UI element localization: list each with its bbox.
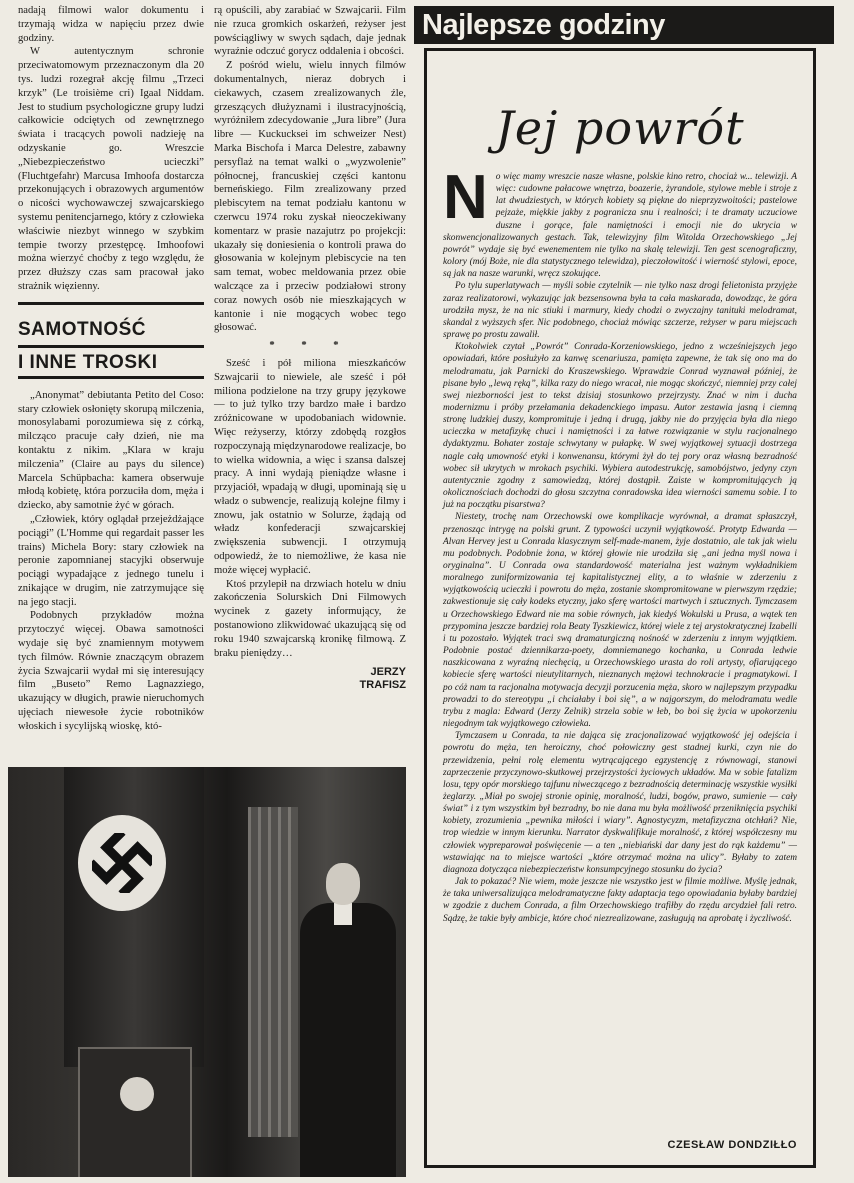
feature-title: Jej powrót: [495, 101, 745, 155]
section-separator: * * *: [269, 340, 351, 352]
paragraph: Niestety, trochę nam Orzechowski owe komplikacje wyrównał, a dramat spłaszczył, przenosząc intrygę na polski grunt. Z typowości uczynił wyjątkowość. Protytp Edwarda — Alvan Hervey jest u Conrada klasycznym self-made-manem, żyje dostatnio, ale tak jak wielu mu podobnych. Podobnie żona, w której głowie nie urodziła się „ani jedna myśl nowa i oryginalna”. U Conrada owa standardowość materialna jest ważnym wykładnikiem moralnego zuniformizowania tej kapitalistycznej elity, a to właśnie w zderzeniu z wyjątkowością ucieczki i powrotu do męża, zostanie skompromitowane w pierwszym rzędzie; zakwestionuje się cały kodeks etyczny, jako sferę wartości martwych i sztucznych. Tymczasem u Orzechowskiego Edward nie ma sobie równych, jak kiedyś Wokulski u Prusa, a wątek ten przypomina jeszcze bardziej rola Beaty Tyszkiewicz, której wiele z tej arystokratycznej Izabelli i tu pozostało. Wyjątek traci swą dramaturgiczną nośność w zderzeniu z innym wyjątkiem. Podobnie postać dziennikarza-poety, domniemanego kochanka, u Conrada ledwie naszkicowana z wyraźną niechęcią, u Orzechowskiego urasta do roli artysty, ofiarującego kobiecie sferę wartości nieutylitarnych, nieznanych mężowi technokracie i pragmatykowi. I po cóż nam ta racjonalna motywacja decyzji porzucenia męża, skoro w najlepszym przypadku prowadzi to do stereotypu „i chciałaby i boi się”, a w najgorszym, do melodramatu wedle trybu z magla: Edward (Jerzy Zelnik) strzela sobie w łeb, bo boi się życia w upokorzeniu niegodnym tak wyjątkowego człowieka.: [443, 512, 797, 730]
swastika-emblem: [92, 833, 152, 893]
article-author: [214, 666, 406, 692]
paragraph: „Człowiek, który oglądał przejeżdżające pociągi” (L'Homme qui regardait passer les trains) Michela Bory: stary człowiek na peronie zapomnianej stacyjki obserwuje pociągi wypadające z jednego tunelu i znikające w drugim, nie zatrzymujące się na jego stacji.: [18, 513, 204, 608]
column-header: Najlepsze godziny: [414, 6, 834, 44]
feature-author: CZESŁAW DONDZIŁŁO: [667, 1139, 797, 1151]
left-column: [18, 4, 204, 734]
paragraph: Sześć i pół miliona mieszkańców Szwajcarii to niewiele, ale sześć i pół miliona podzielone na trzy grupy językowe — to już tylko trzy bardzo małe i bardzo zróżnicowane w upodobaniach widownie. Więc reżyserzy, którzy zdobędą rozgłos rozpoczynają międzynarodowe realizacje, bo to wielka widownia, a więc i szansa dalszej pracy. A inni wydają pieniądze własne i przyjaciół, wpadają w długi, upominają się u władz o subwencje, realizują kolejne filmy i znowu, jak ostatnio w Solurze, żądają od władz konfederacji szwajcarskiej zwiększenia subwencji. I otrzymują odpowiedź, że to niemożliwe, że kasa nie może więcej wypłacić.: [214, 357, 406, 576]
man-figure: [300, 903, 396, 1177]
paragraph: nadają filmowi walor dokumentu i trzymają widza w napięciu przez dwie godziny.: [18, 5, 204, 44]
section-heading-line: SAMOTNOŚĆ: [18, 318, 146, 340]
window-curtain: [248, 807, 298, 1137]
paragraph: Jak to pokazać? Nie wiem, może jeszcze nie wszystko jest w filmie możliwe. Myślę jednak, że taka uniwersalizująca melodramatyczne fakty adaptacja tego opowiadania byłaby bardziej w zgodzie z duchem Conrada, a film Orzechowskiego trafiłby do rzędu arcydzieł fali retro. Sądzę, że takie były ambicje, które choć niezrealizowane, zasługują na aprobatę i życzliwość.: [443, 877, 797, 924]
paragraph: „Anonymat” debiutanta Petito del Coso: stary człowiek osłonięty skorupą milczenia, monosylabami porozumiewa się z córką, milcząco pracuje cały dzień, nie ma kontaktu z nikim. „Klara w kraju milczenia” (Claire au pays du silence) Marcela Schüpbacha: kamera obserwuje młodą kobietę, która porzuciła dom, męża i dziecko, aby samotnie żyć w górach.: [18, 389, 204, 512]
paragraph: rą opuścili, aby zarabiać w Szwajcarii. Film nie rzuca gromkich oskarżeń, reżyser jest powściągliwy w swych sądach, daje jednak wyraźnie odczuć gorycz oddalenia i obcości.: [214, 5, 406, 58]
heading-rule: [18, 376, 204, 379]
man-head: [326, 863, 360, 905]
paragraph: Tymczasem u Conrada, ta nie dająca się zracjonalizować wyjątkowość jej odejścia i powrotu do męża, ten heroiczny, choć połowiczny gest stadnej kurki, czyn nie do przewidzenia, pełni rolę elementu wytrącającego egzystencję z równowagi, stanowi zaprzeczenie przyczynowo-skutkowej przejrzystości życiowych układów. Ma w sobie fatalizm losu, tępy opór morskiego tajfunu niweczącego z bezradnością determinację wszystkie wysiłki żeglarzy. „Miał po swojej stronie opinię, moralność, ludzi, bogów, prawo, sumienie — cały świat” i z tym wszystkim był bezradny, bo nie dana mu była możliwość przeniknięcia psychiki kobiety, zrozumienia „pewnika miłości i wiary”. Agnostycyzm, metafizyczna otchłań? Nie, trop wiedzie w innym kierunku. Narrator dyskwalifikuje moralność, z której współczesny mu człowiek wypreparował poświęcenie — a ten „niebiański dar dany jest do rąk każdemu” — wstawiając na to miejsce wartości „które otrzymać można na ulicy”. Byłaby to zatem diagnoza dotycząca niebezpieczeństw konsumpcyjnego stosunku do życia?: [443, 731, 797, 875]
section-heading: [18, 319, 204, 374]
feature-box: [424, 48, 816, 1168]
film-still-photo: [8, 767, 406, 1177]
middle-column: [214, 4, 406, 692]
author-last-name: TRAFISZ: [359, 679, 406, 692]
feature-body: [443, 163, 797, 925]
author-first-name: JERZY: [370, 666, 406, 679]
shirt-collar: [334, 903, 352, 925]
heading-rule: [18, 302, 204, 305]
paragraph: W autentycznym schronie przeciwatomowym przeznaczonym dla 20 tys. ludzi rozegrał akcję filmu „Trzeci krzyk” (Le troisième cri) Igaal Niddam. Jest to studium psychologiczne grupy ludzi całkowicie odciętych od zewnętrznego świata i tracących powoli nadzieję na odzyskanie go. Wreszcie „Niebezpieczeństwo ucieczki” (Fluchtgefahr) Marcusa Imhoofa dostarcza przekonujących i obrazowych argumentów o nicości wychowawczej szwajcarskiego systemu penitencjarnego, który z człowieka właściwie niezbyt winnego w szybkim tempie tworzy przestępcę. Imhoofowi można wierzyć choćby z tego względu, że przez dłuższy czas sam pracował jako strażnik więzienny.: [18, 46, 204, 292]
banner-flag: [64, 767, 204, 1067]
heading-rule: [18, 345, 204, 348]
paragraph: Z pośród wielu, wielu innych filmów dokumentalnych, nieraz dobrych i ciekawych, czasem zrealizowanych źle, grzeszących dłużyznami i ilustracyjnością, wyróżniłem zdecydowanie „Jura libre” (Jura libre — Kuckucksei im schweizer Nest) Marka Bischofa i Marca Delestre, zabawny persyflaż na temat walki o „wyzwolenie” północnej, francuskiej części kantonu berneńskiego. Film zrealizowany przed plebiscytem na temat podziału kantonu w czerwcu 1974 roku zyskał nieoczekiwany komentarz w prasie nazajutrz po projekcji: ukazały się doniesienia o kontroli prawa do głosowania w kolejnym plebiscycie na ten sam temat, wobec meldowania przez obie walczące za i przeciw podziałowi strony coraz nowych osób nie mieszkających w kantonie i nie mogących wobec tego głosować.: [214, 60, 406, 334]
paragraph: Ktoś przylepił na drzwiach hotelu w dniu zakończenia Solurskich Dni Filmowych wycinek z gazety informujący, że postanowiono zlikwidować ukazującą się od roku 1940 szwajcarską kronikę filmową. Z braku pieniędzy…: [214, 578, 406, 659]
section-heading-line: I INNE TROSKI: [18, 351, 158, 373]
paragraph: Ktokolwiek czytał „Powrót” Conrada-Korzeniowskiego, jedno z wcześniejszych jego opowiadań, które posłużyło za kanwę scenariusza, pamięta zapewne, że tak się ono ma do melodramatu, jak Parnicki do Kraszewskiego. Wprawdzie Conrad wyznawał później, że pisane było „lewą ręką”, kilka razy do niego wracał, nie mogąc skończyć, niemniej przy całej swej niezborności jest to tekst dzisiaj stosunkowo przejrzysty. Znać w nim i ducha modernizmu i próby przełamania dekadenckiego impasu. Autor zestawia jasną i ciemną stronę ludzkiej duszy, kompromituje i jedną i drugą, jakby nie do przyjęcia była dla niego ucieczka w metafizykę chuci i namiętności i za łatwe rozwiązanie w stylu racjonalnego dydaktyzmu. Bohater zostaje schwytany w pułapkę. W swej wyjątkowej sytuacji dostrzega nagle całą umowność etyki i konwenansu, którymi żył do tej pory oraz własną bezradność wobec sił ukrytych w mrokach psychiki. Wybiera autodestrukcję, samobójstwo, jedyny czyn autentycznie zgodny z samowiedzą, której dostąpił. Zaiste w kompromitujących ją okolicznościach dochodzi do głosu szczytna conradowska idea wierności samemu sobie. I to już na początku pisarstwa?: [443, 342, 797, 511]
drop-cap: N: [443, 163, 488, 232]
lamp-emblem: [120, 1077, 154, 1111]
lead-text: o więc mamy wreszcie nasze własne, polskie kino retro, chociaż w... telewizji. A więc: cudowne pałacowe wnętrza, boazerie, żyrandole, stylowe meble i stroje z lat dwudziestych, w których kobiety są piękne do nieprzyzwoitości; pastelowe pejzaże, miękkie jakby z pogranicza snu i realności; i te dramaty uczuciowe duszne i gorące, fale namiętności i emocji nie do ukrycia w skonwencjonalizowanych gestach. Tak, telewizyjny film Witolda Orzechowskiego „Jej powrót” wydaje się być ewenementem nie tylko na skalę telewizji. Ten gest scenograficzny, kolory (mój Boże, nie dla statystycznego telewidza), pieczołowitość i wierność stylowi, epoce, są jak na nasze warunki, wręcz szokujące.: [443, 172, 797, 280]
paragraph: Po tylu superlatywach — myśli sobie czytelnik — nie tylko nasz drogi felietonista przyjęże zaraz realizatorowi, wykazując jak bezsensowna była ta cała maskarada, dowodząc, że góra urodziła mysz, że na nic stiuki i marmury, kiedy chodzi o zwyczajny tanituki melodramat, skandal z wyższych sfer. Nic podobnego, chociaż mówiąc szczerze, reżyser w paru miejscach sprawę po prostu zawalił.: [443, 281, 797, 341]
lead-paragraph: [443, 163, 797, 280]
paragraph: Podobnych przykładów można przytoczyć więcej. Obawa samotności wydaje się być znamiennym motywem tych filmów. Równie znaczącym obrazem życia Szwajcarii wydał mi się interesujący film „Buseto” Remo Lagnazziego, ukazujący w długich, prawie nieruchomych ujęciach niewesołe życie robotników włoskich i sycylijską wioskę, któ-: [18, 610, 204, 732]
lamp-stand: [78, 1047, 192, 1177]
